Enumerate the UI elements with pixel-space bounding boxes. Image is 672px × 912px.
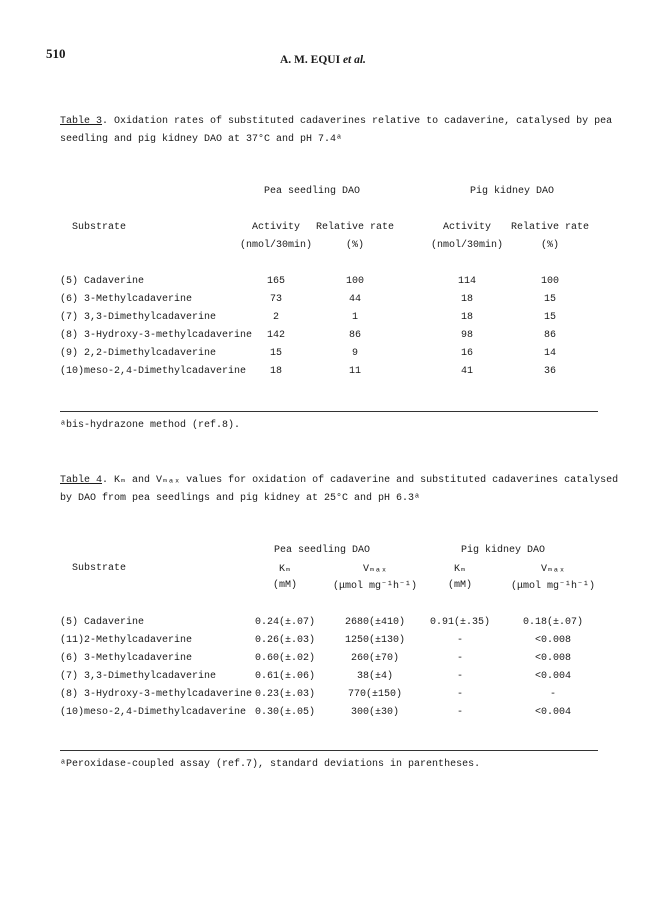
running-head-etal: et al. [340, 54, 366, 66]
table3-rule [60, 411, 598, 412]
substrate-cell: (7) 3,3-Dimethylcadaverine [60, 312, 217, 323]
pea-vmax-cell: 38(±4) [356, 671, 393, 682]
table4-caption [60, 472, 620, 508]
substrate-cell: (11)2-Methylcadaverine [60, 635, 193, 646]
substrate-cell: (10)meso-2,4-Dimethylcadaverine [60, 366, 247, 377]
substrate-cell: (5) Cadaverine [60, 617, 145, 628]
pea-relative-cell: 9 [351, 348, 358, 359]
pig-vmax-cell: <0.008 [534, 653, 571, 664]
page-number: 510 [46, 46, 66, 61]
table3-col-pig-relative-unit: (%) [540, 240, 559, 251]
pea-activity-cell: 142 [266, 330, 285, 341]
pea-km-cell: 0.30(±.05) [254, 707, 315, 718]
table4-col-pea-km-unit: (mM) [272, 580, 297, 591]
pea-vmax-cell: 1250(±130) [344, 635, 405, 646]
substrate-cell: (10)meso-2,4-Dimethylcadaverine [60, 707, 247, 718]
pea-relative-cell: 11 [348, 366, 361, 377]
pea-activity-cell: 18 [269, 366, 282, 377]
pea-relative-cell: 1 [351, 312, 358, 323]
table4-col-pig-vmax: Vₘₐₓ [540, 564, 566, 575]
pig-activity-cell: 98 [460, 330, 473, 341]
pig-relative-cell: 15 [543, 312, 556, 323]
substrate-cell: (5) Cadaverine [60, 276, 145, 287]
table4-col-pea-vmax-unit: (μmol mg⁻¹h⁻¹) [332, 581, 418, 592]
pig-activity-cell: 114 [457, 276, 476, 287]
substrate-cell: (6) 3-Methylcadaverine [60, 294, 193, 305]
table4-col-substrate: Substrate [72, 563, 127, 574]
pea-km-cell: 0.23(±.03) [254, 689, 315, 700]
pea-vmax-cell: 2680(±410) [344, 617, 405, 628]
table3-group-pea: Pea seedling DAO [263, 186, 360, 197]
table4-group-pig: Pig kidney DAO [460, 545, 545, 556]
table4-col-pea-km: Kₘ [278, 564, 292, 575]
running-head-author: A. M. EQUI [280, 54, 341, 66]
substrate-cell: (9) 2,2-Dimethylcadaverine [60, 348, 217, 359]
table4-col-pig-km: Kₘ [453, 564, 467, 575]
table3-col-substrate: Substrate [72, 222, 127, 233]
pea-vmax-cell: 260(±70) [350, 653, 399, 664]
pig-vmax-cell: 0.18(±.07) [522, 617, 583, 628]
substrate-cell: (8) 3-Hydroxy-3-methylcadaverine [60, 689, 253, 700]
running-head [280, 54, 366, 66]
pea-activity-cell: 2 [272, 312, 279, 323]
pig-activity-cell: 16 [460, 348, 473, 359]
pig-km-cell: - [456, 707, 463, 718]
table4-rule [60, 750, 598, 751]
table3-col-pig-activity: Activity [442, 222, 491, 233]
pig-km-cell: - [456, 671, 463, 682]
table4-footnote: ᵃPeroxidase-coupled assay (ref.7), standard deviations in parentheses. [60, 759, 481, 770]
table4-col-pig-vmax-unit: (μmol mg⁻¹h⁻¹) [510, 581, 596, 592]
pea-relative-cell: 100 [345, 276, 364, 287]
table3-caption [60, 113, 620, 149]
pea-km-cell: 0.60(±.02) [254, 653, 315, 664]
substrate-cell: (8) 3-Hydroxy-3-methylcadaverine [60, 330, 253, 341]
pig-relative-cell: 100 [540, 276, 559, 287]
table3-col-pig-relative: Relative rate [510, 222, 589, 233]
pea-activity-cell: 73 [269, 294, 282, 305]
pea-km-cell: 0.24(±.07) [254, 617, 315, 628]
pig-relative-cell: 14 [543, 348, 556, 359]
pig-km-cell: 0.91(±.35) [429, 617, 490, 628]
pig-vmax-cell: <0.004 [534, 671, 571, 682]
pig-activity-cell: 41 [460, 366, 473, 377]
table3-caption-text: . Oxidation rates of substituted cadaverines relative to cadaverine, catalysed by pea seedling and pig kidney DAO at 37°C and pH 7.4ᵃ [60, 116, 613, 145]
table4-col-pea-vmax: Vₘₐₓ [362, 564, 388, 575]
pig-km-cell: - [456, 635, 463, 646]
pea-relative-cell: 86 [348, 330, 361, 341]
substrate-cell: (6) 3-Methylcadaverine [60, 653, 193, 664]
table3-col-pig-activity-unit: (nmol/30min) [430, 240, 503, 251]
pea-activity-cell: 165 [266, 276, 285, 287]
pig-relative-cell: 36 [543, 366, 556, 377]
table3-col-pea-activity: Activity [251, 222, 300, 233]
table3-footnote: ᵃbis-hydrazone method (ref.8). [60, 420, 241, 431]
pea-vmax-cell: 770(±150) [347, 689, 402, 700]
pig-km-cell: - [456, 653, 463, 664]
table4-group-pea: Pea seedling DAO [273, 545, 370, 556]
pig-relative-cell: 86 [543, 330, 556, 341]
table3-label: Table 3 [60, 116, 103, 127]
pea-km-cell: 0.26(±.03) [254, 635, 315, 646]
table3-col-pea-relative-unit: (%) [345, 240, 364, 251]
pig-km-cell: - [456, 689, 463, 700]
table3-col-pea-activity-unit: (nmol/30min) [239, 240, 312, 251]
table3-col-pea-relative: Relative rate [315, 222, 394, 233]
pig-vmax-cell: <0.008 [534, 635, 571, 646]
pea-km-cell: 0.61(±.06) [254, 671, 315, 682]
pig-vmax-cell: - [549, 689, 556, 700]
pig-activity-cell: 18 [460, 312, 473, 323]
pig-relative-cell: 15 [543, 294, 556, 305]
substrate-cell: (7) 3,3-Dimethylcadaverine [60, 671, 217, 682]
table4-caption-text: . Kₘ and Vₘₐₓ values for oxidation of cadaverine and substituted cadaverines catalysed by DAO from pea seedlings and pig kidney at 25°C and pH 6.3ᵃ [60, 475, 619, 504]
pig-vmax-cell: <0.004 [534, 707, 571, 718]
pea-vmax-cell: 300(±30) [350, 707, 399, 718]
table4-col-pig-km-unit: (mM) [447, 580, 472, 591]
table4-label: Table 4 [60, 475, 103, 486]
pea-activity-cell: 15 [269, 348, 282, 359]
table3-group-pig: Pig kidney DAO [469, 186, 554, 197]
pea-relative-cell: 44 [348, 294, 361, 305]
pig-activity-cell: 18 [460, 294, 473, 305]
